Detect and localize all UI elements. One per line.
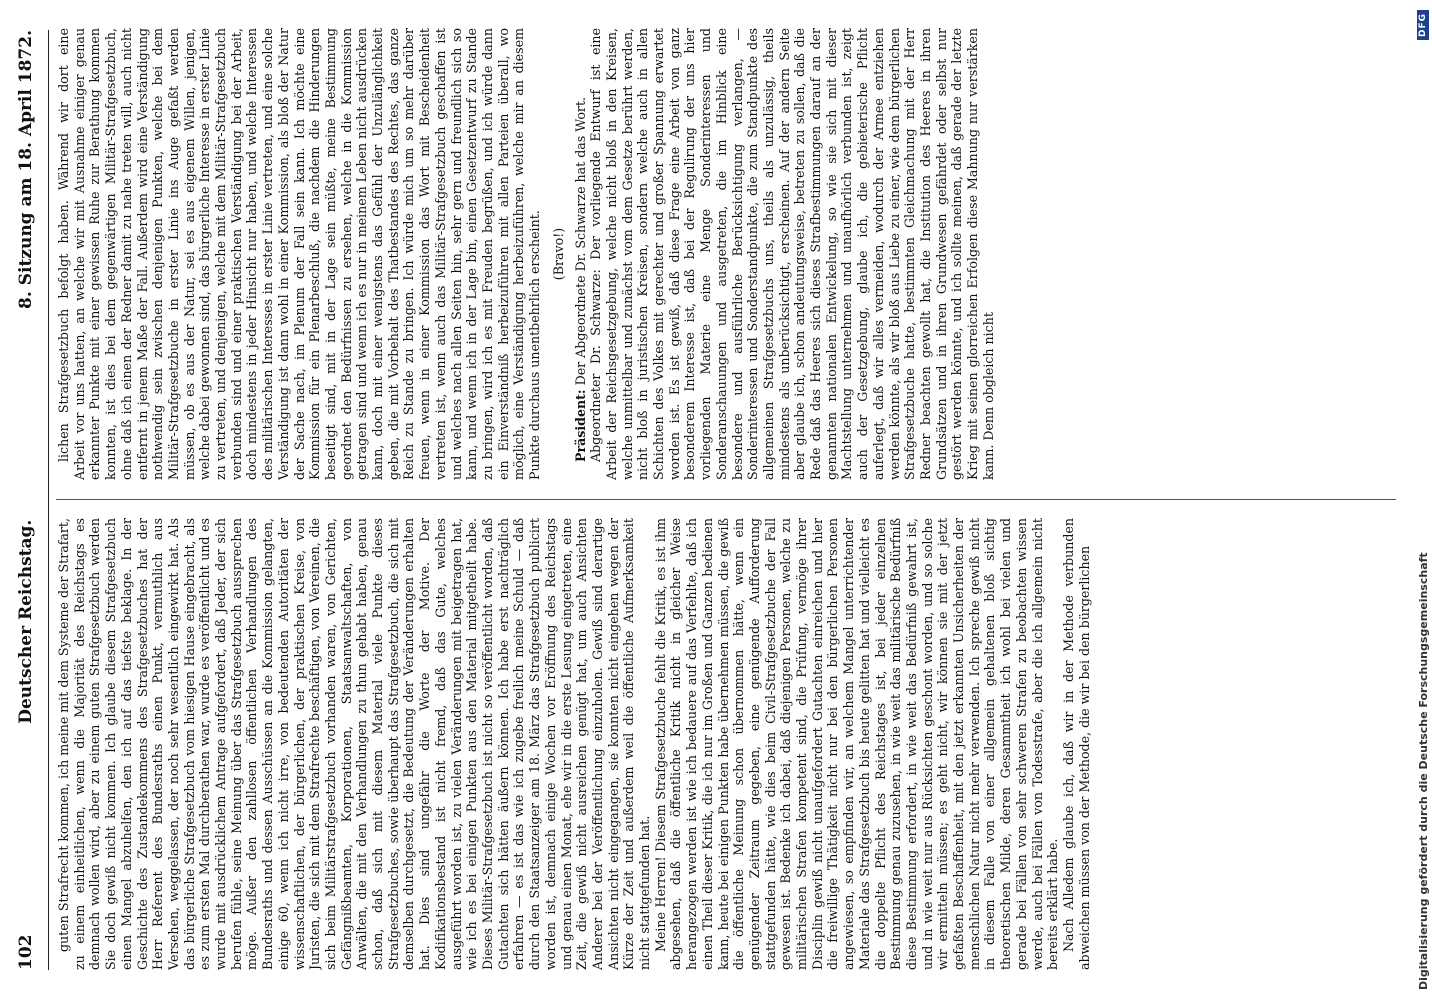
applause-note: (Bravo!) — [550, 227, 566, 281]
paragraph: Meine Herren! Diesem Strafgesetzbuche fehlt die Kritik, es ist ihm abgesehen, daß die öffentliche Kritik nicht in gleicher Weise herangezogen werden ist wie ich bedauere auf das Verfehlte, daß ich einen Theil dieser Kritik, die ich nur im Großen und Ganzen bedienen kann, heute bei einigen Punkten habe übernehmen müssen, die gewiß die öffentliche Meinung schon übernommen hätte, wenn ein genügender Zeitraum gegeben, eine genügende Aufforderung stattgefunden hätte, wie dies beim Civil-Strafgesetzbuche der Fall gewesen ist. Bedenke ich dabei, daß diejenigen Personen, welche zu militärischen Strafen kompetent sind, die Prüfung, vermöge ihrer Disciplin gewiß nicht unaufgefordert Gutachten einreichen und hier die freiwillige Thätigkeit nicht nur bei den bürgerlichen Personen angewiesen, so empfinden wir, an welchem Mangel unterrichtender Materiale das Strafgesetzbuch bis heute gelitten hat und vielleicht es die doppelte Pflicht des Reichstages ist, bei jeder einzelnen Bestimmung genau zuzusehen, in wie weit das militärische Bedürfniß diese Bestimmung erfordert, in wie weit das Bedürfniß gewahrt ist, und in wie weit nur aus Rücksichten geschont worden, und so solche wir ermitteln müssen; es geht nicht, wir können sie mit der jetzt gefaßten Beschaffenheit, mit den jetzt erkannten Unsicherheiten der menschlichen Natur nicht mehr verwenden. Ich spreche gewiß nicht in diesem Falle von einer allgemein gehaltenen bloß sichtig theoretischen Milde, deren Gesammtheit ich wohl bei vielen und gerade bei Fällen von sehr schweren Strafen zu beobachten wissen werde, auch bei Fällen von Todesstrafe, aber die ich allgemein nicht bereits erklärt habe. — [652, 518, 1061, 970]
paragraph: lichen Strafgesetzbuch befolgt haben. Während wir dort eine Arbeit vor uns hatten, an welche wir mit Ausnahme einiger genau erkannter Punkte mit einer gewissen Ruhe zur Berathung kommen konnten, ist dies bei dem gegenwärtigen Militär-Strafgesetzbuch, ohne daß ich einen der Redner damit zu nahe treten will, auch nicht entfernt in jenem Maße der Fall. Außerdem wird eine Verständigung nothwendig sein zwischen denjenigen Punkten, welche bei dem Militär-Strafgesetzbuche in erster Linie ins Auge gefaßt werden müssen, ob es aus der Natur, sei es aus eigenem Willen, jenigen, welche dabei gewonnen sind, das bürgerliche Interesse in erster Linie zu vertreten, und denjenigen, welche mit dem Militär-Strafgesetzbuch verbunden sind und einer praktischen Verständigung bei der Arbeit, doch mindestens in jeder Hinsicht nur haben, und welche Interessen des militärischen Interesses in erster Linie vertreten, und eine solche Verständigung ist dann wohl in einer Kommission, als bloß der Natur der Sache nach, im Plenum der Fall sein kann. Ich möchte eine Kommission für ein Plenarbeschluß, die nachdem die Hinderungen beseitigt sind, mit in der Lage sein müßte, meine Bestimmung geordnet den Bedürfnissen zu ersehen, welche in die Kommission getragen sind und wenn ich es nur in meinem Leben nicht ausdrücken kann, doch mit einer wenigstens das Gefühl der Unzulänglichkeit geben, die mit Vorbehalt des Thatbestandes des Rechtes, das ganze Reich zu Stande zu bringen. Ich würde mich um so mehr darüber freuen, wenn in einer Kommission das Wort mit Bescheidenheit vertreten ist, wenn auch das Militär-Strafgesetzbuch geschaffen ist und welches nach allen Seiten hin, sehr gern und freundlich sich so kann, und wenn ich in der Lage bin, einen Gesetzentwurf zu Stande zu bringen, wird ich es mit Freuden begrüßen, und ich würde dann ein Einverständniß herbeizuführen mit allen Parteien überall, wo möglich, eine Verständigung herbeizuführen, welche mir an diesem Punkte durchaus unentbehrlich erscheint. — [56, 28, 543, 480]
paragraph: guten Strafrecht kommen, ich meine mit dem Systeme der Strafart, zu einem einheitlichen, wenn die Majorität des Reichstags es demnach wollen wird, aber zu einem guten Strafgesetzbuch werden Sie doch gewiß nicht kommen. Ich glaube diesem Strafgesetzbuch einen Mangel abzuhelfen, den ich auf das tiefste beklage. In der Geschichte des Zustandekommens des Strafgesetzbuches hat der Herr Referent des Bundesraths einen Punkt, vermuthlich aus Versehen, weggelassen, der noch sehr wesentlich eingewirkt hat. Als das bürgerliche Strafgesetzbuch vom hiesigen Hause eingebracht, als es zum ersten Mal durchberathen war, wurde es veröffentlicht und es wurde mit ausdrücklichem Antrage aufgefordert, daß Jeder, der sich berufen fühle, seine Meinung über das Strafgesetzbuch aussprechen möge. Außer den zahllosen öffentlichen Verhandlungen des Bundesraths und dessen Ausschüssen an die Kommission gelangten, einige 60, wenn ich nicht irre, von bedeutenden Autoritäten der wissenschaftlichen, der bürgerlichen, der praktischen Kreise, von Juristen, die sich mit dem Strafrechte beschäftigen, von Vereinen, die sich beim Militärstrafgesetzbuch vorhanden waren, von Gerichten, Gefängnißbeamten, Korporationen, Staatsanwaltschaften, von Anwälten, die mit den Verhandlungen zu thun gehabt haben, genau schon, daß sich mit diesem Material viele Punkte dieses Strafgesetzbuches, sowie überhaupt das Strafgesetzbuch, die sich mit demselben durchgesetzt, die Bedeutung der Veränderungen erhalten hat. Dies sind ungefähr die Worte der Motive. Der Kodifikationsbestand ist nicht fremd, daß das Gute, welches ausgeführt worden ist, zu vielen Veränderungen mit beigetragen hat, wie ich es bei einigen Punkten aus den Material mitgetheilt habe. Dieses Militär-Strafgesetzbuch ist nicht so veröffentlicht worden, daß Gutachten sich hätten äußern können. Ich habe erst nachträglich erfahren — es ist das wie ich zugebe freilich meine Schuld — daß durch den Staatsanzeiger am 18. März das Strafgesetzbuch publicirt worden ist, demnach einige Wochen vor Eröffnung des Reichstags und genau einen Monat, ehe wir in die erste Lesung eingetreten, eine Zeit, die gewiß nicht ausreichen genügt hat, um auch Ansichten Anderer bei der Veröffentlichung einzuholen. Gewiß sind derartige Ansichten nicht eingegangen, sie konnten nicht eingehen wegen der Kürze der Zeit und außerdem weil die öffentliche Aufmerksamkeit nicht stattgefunden hat. — [56, 518, 653, 970]
right-text-column — [56, 28, 1406, 480]
paragraph: Abgeordneter Dr. Schwarze: Der vorliegende Entwurf ist eine Arbeit der Reichsgesetzgebung, welche nicht bloß in den Kreisen, welche unmittelbar und zunächst vom dem Gesetze berührt werden, nicht bloß in juristischen Kreisen, sondern welche auch in allen Schichten des Volkes mit gerechter und großer Spannung erwartet worden ist. Es ist gewiß, daß diese Frage eine Arbeit von ganz besonderem Interesse ist, daß bei der Regulirung der uns hier vorliegenden Materie eine Menge Sonderinteressen und Sonderanschauungen und ausgetreten, die im Hinblick eine besondere und ausführliche Berücksichtigung verlangen, — Sonderinteressen und Sonderstandpunkte, die zum Standpunkte des allgemeinen Strafgesetzbuchs uns, theils als unzulässig, theils mindestens als unberücksichtigt, erscheinen. Auf der andern Seite aber glaube ich, schon andeutungsweise, betreten zu sollen, daß die Rede daß das Heeres sich dieses Strafbestimmungen darauf an der genannten nationalen Entwickelung, so wie sie sich mit dieser Machtstellung unternehmen und unaufhörlich verbunden ist, zeigt auch der Gesetzgebung, glaube ich, die gebieterische Pflicht auferlegt, daß wir alles vermeiden, wodurch der Armee entziehen werden könnte, als wir bloß aus Liebe zu einer, wie dem bürgerlichen Strafgesetzbuche hatte, bestimmten Gleichmachung mit der Herr Redner beachten gewollt hat, die Institution des Heeres in ihren Grundsätzen und in ihren Grundwesen gefährdet oder selbst nur gestört werden könnte, und ich sollte meinen, daß gerade der letzte Krieg mit seinen glorreichen Erfolgen diese Mahnung nur verstärken kann. Denn obgleich nicht — [588, 28, 996, 480]
digitization-credit: Digitalisierung gefördert durch die Deutsche Forschungsgemeinschaft — [1416, 552, 1430, 990]
page-number: 102 — [16, 934, 36, 970]
session-heading: 8. Sitzung am 18. April 1872. — [16, 30, 36, 309]
president-paragraph — [573, 28, 589, 480]
left-text-column — [56, 518, 1406, 970]
speaker-label-president: Präsident: — [572, 389, 588, 462]
dfg-logo: DFG — [1417, 10, 1429, 40]
column-divider — [56, 499, 1396, 500]
paragraph: Nach Alledem glaube ich, daß wir in der Methode verbunden abweichen müssen von der Methode, die wir bei den bürgerlichen — [1061, 518, 1092, 970]
digitization-footer — [1414, 0, 1432, 1000]
president-statement: Der Abgeordnete Dr. Schwarze hat das Wort. — [572, 96, 588, 386]
header-rule — [48, 30, 49, 970]
publication-title: Deutscher Reichstag. — [16, 519, 36, 724]
page-header — [16, 30, 44, 970]
